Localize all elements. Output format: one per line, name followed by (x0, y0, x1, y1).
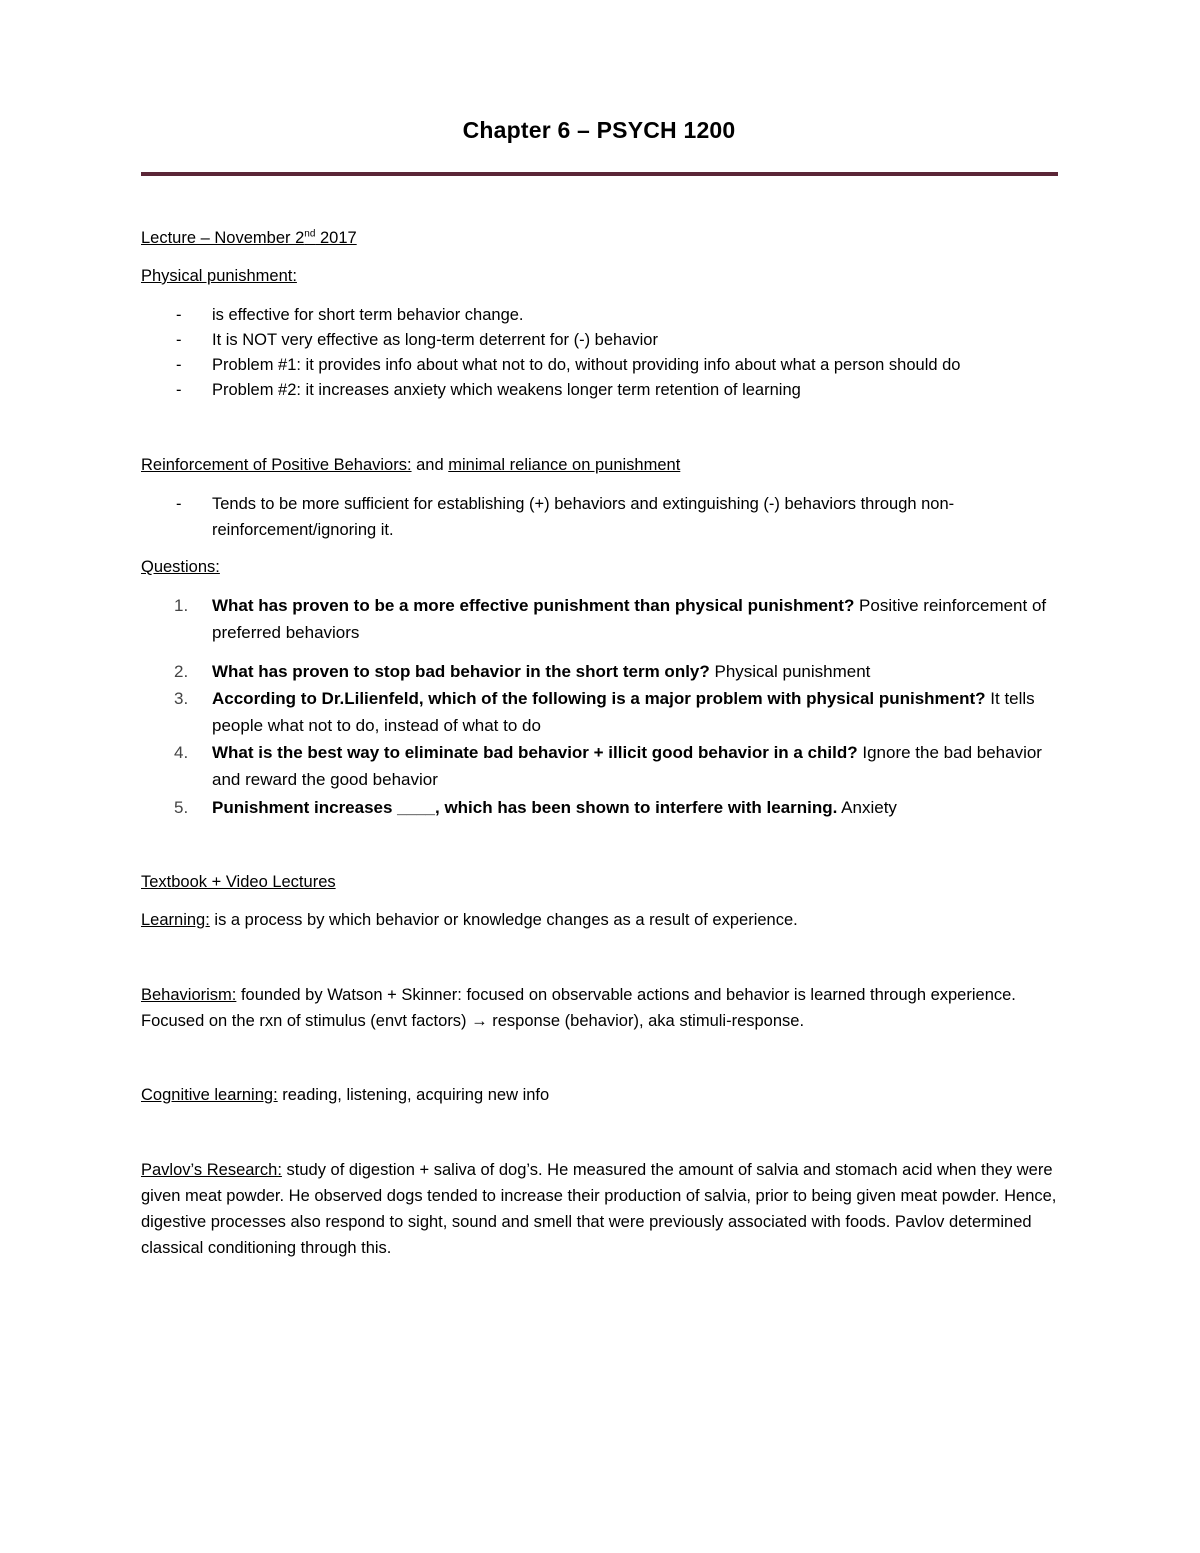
page-title: Chapter 6 – PSYCH 1200 (462, 117, 736, 143)
pavlov-definition (141, 1157, 1061, 1261)
reinforcement-heading-part1: Reinforcement of Positive Behaviors: (141, 456, 412, 474)
question-prompt: What has proven to stop bad behavior in the short term only? (212, 662, 710, 681)
question-text (212, 658, 1057, 685)
textbook-heading: Textbook + Video Lectures (141, 873, 336, 891)
question-prompt: What is the best way to eliminate bad behavior + illicit good behavior in a child? (212, 743, 858, 762)
pavlov-term: Pavlov’s Research: (141, 1161, 282, 1179)
bullet-dash: - (176, 306, 182, 324)
question-text (212, 739, 1057, 793)
cognitive-term: Cognitive learning: (141, 1086, 278, 1104)
cognitive-def: reading, listening, acquiring new info (277, 1086, 550, 1104)
question-answer: Anxiety (837, 798, 897, 817)
bullet-text: is effective for short term behavior change. (212, 306, 524, 324)
lecture-date-year: 2017 (315, 229, 357, 247)
bullet-text: It is NOT very effective as long-term deterrent for (-) behavior (212, 331, 658, 349)
bullet-dash: - (176, 381, 182, 399)
bullet-dash: - (176, 331, 182, 349)
behaviorism-term: Behaviorism: (141, 986, 237, 1004)
behaviorism-def: founded by Watson + Skinner: focused on observable actions and behavior is learned through experience. Focused on the rxn of stimulus (envt factors) → response (behavior), aka stimuli-response. (141, 986, 1016, 1030)
question-number: 1. (174, 596, 189, 615)
question-number: 3. (174, 689, 189, 708)
question-text (212, 592, 1057, 646)
reinforcement-heading-part2: minimal reliance on punishment (448, 456, 681, 474)
bullet-text: reinforcement/ignoring it. (212, 521, 394, 539)
behaviorism-definition (141, 982, 1061, 1034)
question-number: 2. (174, 662, 189, 681)
reinforcement-heading (141, 455, 680, 475)
lecture-date-text: Lecture – November 2 (141, 229, 305, 247)
lecture-date-suffix: nd (304, 228, 316, 240)
question-prompt: What has proven to be a more effective punishment than physical punishment? (212, 596, 855, 615)
question-text (212, 685, 1057, 739)
pavlov-def: study of digestion + saliva of dog’s. He measured the amount of salvia and stomach acid when they were given meat powder. He observed dogs tended to increase their production of salvia, prior to being given meat powder. Hence, digestive processes also respond to sight, sound and smell that were previously associated with foods. Pavlov determined classical conditioning through this. (141, 1161, 1057, 1257)
bullet-text: Problem #1: it provides info about what not to do, without providing info about what a person should do (212, 356, 961, 374)
bullet-text: Tends to be more sufficient for establishing (+) behaviors and extinguishing (-) behaviors through non- (212, 495, 955, 513)
physical-punishment-heading: Physical punishment: (141, 267, 297, 285)
learning-def: is a process by which behavior or knowledge changes as a result of experience. (209, 911, 798, 929)
bullet-dash: - (176, 495, 182, 513)
title-divider (141, 172, 1058, 176)
question-answer: It tells people what not to do, instead of what to do (212, 689, 1035, 735)
cognitive-definition (141, 1082, 1061, 1108)
lecture-date (141, 228, 357, 248)
question-answer: Physical punishment (709, 662, 871, 681)
question-number: 4. (174, 743, 189, 762)
reinforcement-heading-and: and (411, 456, 449, 474)
question-number: 5. (174, 798, 189, 817)
bullet-text: Problem #2: it increases anxiety which weakens longer term retention of learning (212, 381, 801, 399)
bullet-dash: - (176, 356, 182, 374)
question-prompt: According to Dr.Lilienfeld, which of the following is a major problem with physical punishment? (212, 689, 986, 708)
question-answer: Ignore the bad behavior and reward the good behavior (212, 743, 1042, 789)
learning-term: Learning: (141, 911, 210, 929)
question-text (212, 794, 1057, 821)
learning-definition (141, 907, 1061, 933)
question-prompt: Punishment increases ____, which has been shown to interfere with learning. (212, 798, 838, 817)
questions-heading: Questions: (141, 558, 220, 576)
question-answer: Positive reinforcement of preferred behaviors (212, 596, 1047, 642)
